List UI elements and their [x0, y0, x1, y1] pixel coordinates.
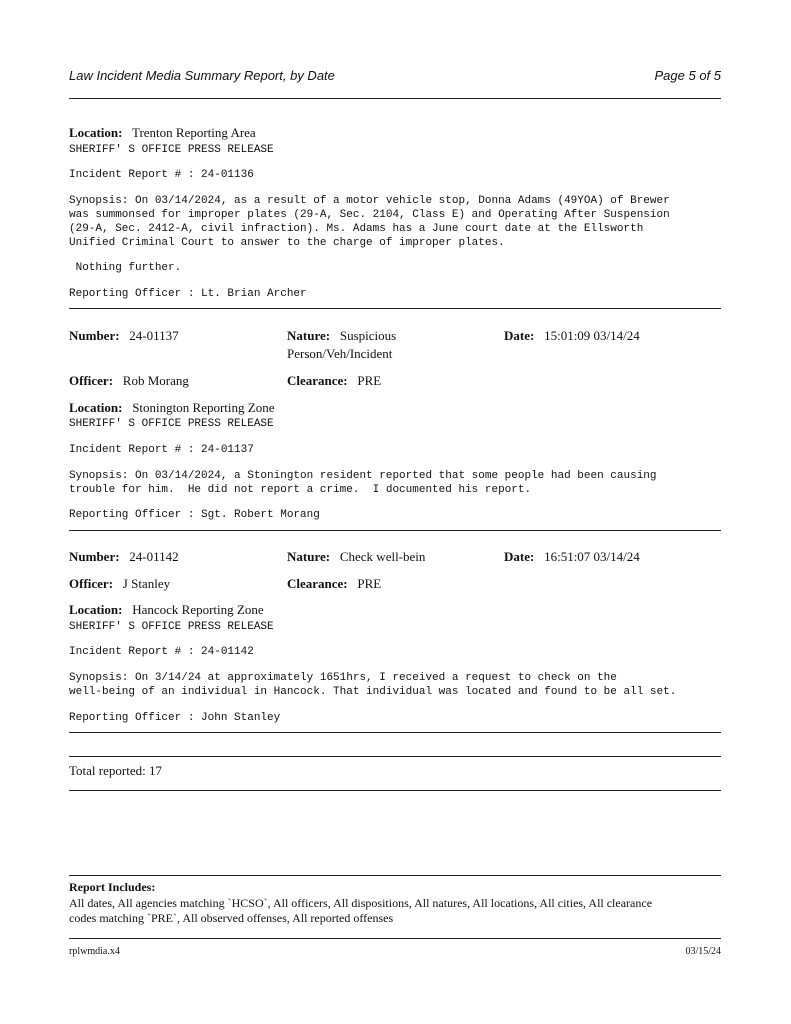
- page-number: Page 5 of 5: [654, 68, 721, 83]
- number-label: Number:: [69, 549, 120, 564]
- nature-value: Check well-bein: [339, 549, 426, 564]
- nature-field: [287, 548, 425, 566]
- synopsis-line: (29-A, Sec. 2412-A, civil infraction). Ms. Adams has a June court date at the Ellsworth: [69, 223, 644, 235]
- report-includes-line: codes matching `PRE`, All observed offenses, All reported offenses: [69, 911, 394, 925]
- officer-field: [69, 372, 189, 390]
- synopsis-line: Synopsis: On 03/14/2024, a Stonington resident reported that some people had been causing: [69, 470, 657, 482]
- date-label: Date:: [504, 328, 535, 343]
- press-release-line: SHERIFF' S OFFICE PRESS RELEASE: [69, 418, 274, 430]
- synopsis-line: Unified Criminal Court to answer to the charge of improper plates.: [69, 237, 505, 249]
- clearance-value: PRE: [357, 373, 382, 388]
- footer-divider: [69, 938, 721, 939]
- location-value: Stonington Reporting Zone: [132, 400, 275, 415]
- incident-report-line: Incident Report # : 24-01136: [69, 169, 254, 181]
- location-field: [69, 601, 264, 619]
- date-value: 15:01:09 03/14/24: [544, 328, 640, 343]
- totals-divider-bottom: [69, 790, 721, 791]
- date-label: Date:: [504, 549, 535, 564]
- nature-value: Suspicious: [339, 328, 397, 343]
- date-value: 16:51:07 03/14/24: [544, 549, 640, 564]
- officer-label: Officer:: [69, 373, 114, 388]
- clearance-value: PRE: [357, 576, 382, 591]
- footer-report-code: rplwmdia.x4: [69, 946, 120, 957]
- report-includes-divider: [69, 875, 721, 876]
- record-divider: [69, 308, 721, 309]
- footer-print-date: 03/15/24: [685, 946, 721, 957]
- clearance-field: [287, 575, 381, 593]
- reporting-officer-line: Reporting Officer : Lt. Brian Archer: [69, 288, 307, 300]
- location-label: Location:: [69, 400, 123, 415]
- nothing-further-line: Nothing further.: [69, 262, 182, 274]
- synopsis-line: trouble for him. He did not report a crime. I documented his report.: [69, 484, 532, 496]
- press-release-line: SHERIFF' S OFFICE PRESS RELEASE: [69, 144, 274, 156]
- number-label: Number:: [69, 328, 120, 343]
- officer-field: [69, 575, 170, 593]
- location-value: Trenton Reporting Area: [131, 125, 256, 140]
- report-title: Law Incident Media Summary Report, by Date: [69, 68, 335, 83]
- clearance-label: Clearance:: [287, 576, 348, 591]
- number-value: 24-01142: [129, 549, 179, 564]
- press-release-line: SHERIFF' S OFFICE PRESS RELEASE: [69, 621, 274, 633]
- reporting-officer-line: Reporting Officer : Sgt. Robert Morang: [69, 509, 320, 521]
- location-value: Hancock Reporting Zone: [132, 602, 264, 617]
- report-includes-heading: Report Includes:: [69, 880, 156, 894]
- record-divider: [69, 530, 721, 531]
- date-field: [504, 548, 640, 566]
- officer-label: Officer:: [69, 576, 114, 591]
- synopsis-line: Synopsis: On 3/14/24 at approximately 1651hrs, I received a request to check on the: [69, 672, 617, 684]
- number-field: [69, 548, 179, 566]
- date-field: [504, 327, 640, 345]
- total-reported: Total reported: 17: [69, 763, 162, 778]
- synopsis-line: well-being of an individual in Hancock. That individual was located and found to be all set.: [69, 686, 677, 698]
- synopsis-line: was summonsed for improper plates (29-A, Sec. 2104, Class E) and Operating After Suspension: [69, 209, 670, 221]
- reporting-officer-line: Reporting Officer : John Stanley: [69, 712, 281, 724]
- totals-divider-top: [69, 756, 721, 757]
- nature-field: [287, 327, 396, 345]
- location-label: Location:: [69, 125, 123, 140]
- header-divider: [69, 98, 721, 99]
- record-divider: [69, 732, 721, 733]
- report-includes-line: All dates, All agencies matching `HCSO`, All officers, All dispositions, All natures, All locations, All cities, All clearance: [69, 896, 653, 910]
- clearance-field: [287, 372, 381, 390]
- nature-label: Nature:: [287, 328, 331, 343]
- nature-label: Nature:: [287, 549, 331, 564]
- officer-value: J Stanley: [122, 576, 171, 591]
- officer-value: Rob Morang: [122, 373, 189, 388]
- location-field: [69, 399, 274, 417]
- clearance-label: Clearance:: [287, 373, 348, 388]
- incident-report-line: Incident Report # : 24-01142: [69, 646, 254, 658]
- nature-value-continued: Person/Veh/Incident: [287, 346, 393, 361]
- incident-report-line: Incident Report # : 24-01137: [69, 444, 254, 456]
- location-field: [69, 124, 256, 142]
- number-value: 24-01137: [129, 328, 179, 343]
- location-label: Location:: [69, 602, 123, 617]
- synopsis-line: Synopsis: On 03/14/2024, as a result of a motor vehicle stop, Donna Adams (49YOA) of Brewer: [69, 195, 670, 207]
- number-field: [69, 327, 179, 345]
